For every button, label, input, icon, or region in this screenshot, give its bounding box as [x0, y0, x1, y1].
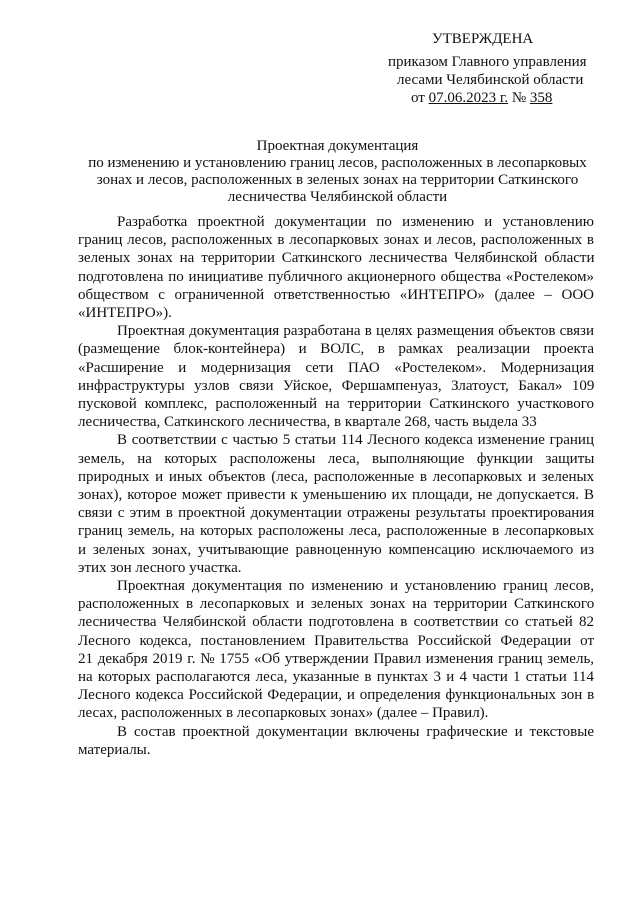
text-line: «ИНТЕПРО»). — [78, 305, 172, 322]
approval-issuer-line: приказом Главного управления — [388, 54, 587, 70]
approval-number: 358 — [529, 90, 553, 106]
text-line: границ земель, на которых расположены леса, расположенные в лесопарковых — [78, 523, 595, 540]
text-line: (размещение блок-контейнера) и ВОЛС, в рамках реализации проекта — [78, 341, 594, 358]
text-line: лесничества, Саткинского лесничества, в квартале 268, часть выдела 33 — [78, 414, 537, 431]
text-line: и зеленых зонах, учитывающие равноценную компенсацию исключаемого из — [78, 541, 594, 558]
text-line: материалы. — [78, 741, 151, 758]
heading-line: Проектная документация — [256, 138, 419, 154]
text-line: этих зон лесного участка. — [78, 559, 242, 576]
text-line: природных и иных объектов (леса, расположенные в лесопарковых и зеленых — [78, 468, 595, 485]
text-line: Проектная документация по изменению и установлению границ лесов, — [117, 578, 594, 595]
text-line: лесах, расположенных в лесопарковых зонах» (далее – Правил). — [78, 705, 489, 722]
text-line: Лесного кодекса Российской Федерации, и определения функциональных зон в — [78, 687, 595, 704]
text-line: Лесного кодекса, постановлением Правительства Российской Федерации от — [78, 632, 594, 649]
heading-line: по изменению и установлению границ лесов, расположенных в лесопарковых — [88, 155, 587, 171]
text-line: пусковой комплекс, расположенный на территории Саткинского участкового — [78, 396, 594, 413]
text-line: границ лесов, расположенных в лесопарковых зонах и лесов, расположенных в — [78, 232, 594, 249]
text-line: расположенных в лесопарковых и зеленых зонах на территории Саткинского — [78, 596, 595, 613]
text-line: на которых располагаются леса, указанные в пунктах 3 и 4 части 1 статьи 114 — [78, 669, 594, 686]
approval-date-line — [411, 89, 552, 107]
text-line: подготовлена по инициативе публичного акционерного общества «Ростелеком» — [78, 268, 594, 285]
text-line: обществом с ограниченной ответственностью «ИНТЕПРО» (далее – ООО — [78, 286, 594, 303]
text-line: связи с этим в проектной документации отражены результаты проектирования — [78, 505, 595, 522]
approval-authority-line: лесами Челябинской области — [397, 72, 584, 88]
text-line: 21 декабря 2019 г. № 1755 «Об утверждении Правил изменения границ земель, — [78, 650, 595, 667]
text-line: зонах), которое может привести к уменьшению их площади, не допускается. В — [78, 487, 594, 504]
paragraph — [78, 213, 594, 322]
document-heading — [60, 138, 615, 206]
heading-line: лесничества Челябинской области — [227, 189, 448, 205]
text-line: инфраструктуры узлов связи Уйское, Фершампенуаз, Златоуст, Бакал» 109 — [78, 377, 595, 394]
text-line: зеленых зонах на территории Саткинского лесничества Челябинской области — [78, 250, 595, 267]
text-line: В состав проектной документации включены графические и текстовые — [117, 723, 594, 740]
approval-date-prefix: от — [411, 90, 429, 106]
text-line: В соответствии с частью 5 статьи 114 Лесного кодекса изменение границ — [117, 432, 594, 449]
approval-date: 07.06.2023 г. — [428, 90, 509, 106]
paragraph — [78, 577, 594, 723]
approval-title: УТВЕРЖДЕНА — [432, 31, 534, 47]
text-line: лесничества Челябинской области подготовлена в соответствии со статьей 82 — [78, 614, 595, 631]
approval-number-sign: № — [508, 90, 530, 106]
heading-line: зонах и лесов, расположенных в зеленых зонах на территории Саткинского — [96, 172, 579, 188]
text-line: Разработка проектной документации по изменению и установлению — [117, 214, 594, 230]
paragraph — [78, 431, 594, 577]
document-body — [78, 213, 594, 759]
text-line: «Расширение и модернизация сети ПАО «Ростелеком». Модернизация — [78, 359, 595, 376]
paragraph — [78, 322, 594, 431]
text-line: Проектная документация разработана в целях размещения объектов связи — [117, 323, 594, 340]
paragraph — [78, 723, 594, 759]
text-line: земель, на которых расположены леса, выполняющие функции защиты — [78, 450, 595, 467]
